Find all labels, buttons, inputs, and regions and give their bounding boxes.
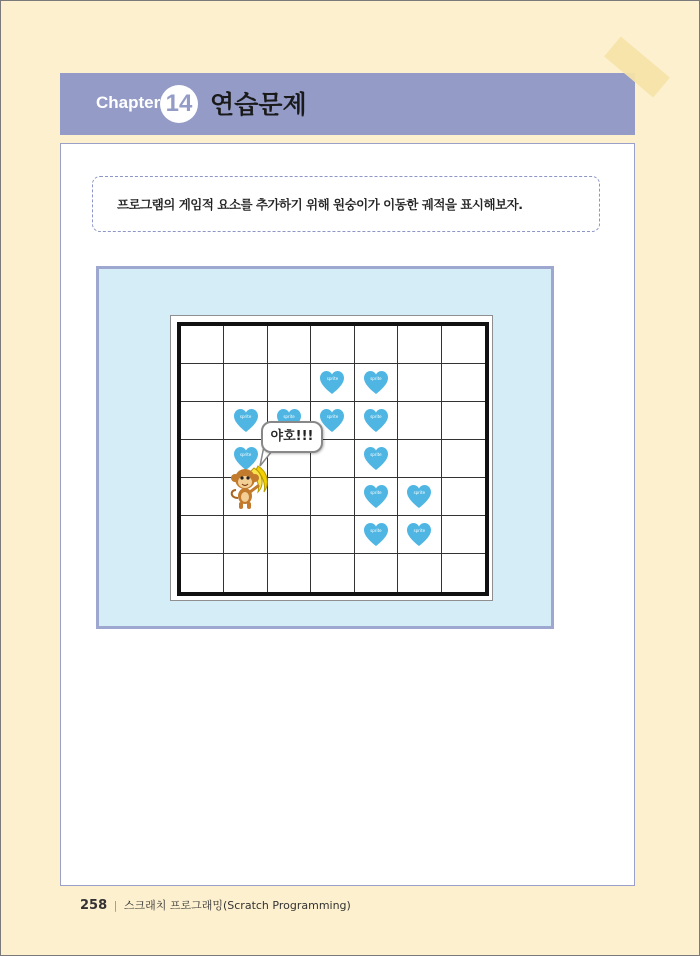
instruction-box <box>92 176 600 232</box>
heart-label: sprite <box>283 413 295 419</box>
grid-cell <box>355 554 398 592</box>
heart-label: sprite <box>370 413 382 419</box>
heart-label: sprite <box>239 451 252 457</box>
speech-bubble: 야호!!! <box>261 421 323 453</box>
grid-cell <box>311 554 354 592</box>
grid-cell <box>442 326 485 364</box>
grid-cell <box>268 478 311 516</box>
heart-icon <box>363 446 389 472</box>
grid-cell <box>181 516 224 554</box>
grid-cell <box>268 554 311 592</box>
grid-cell <box>355 402 398 440</box>
heart-icon <box>319 370 345 396</box>
grid-cell <box>398 440 441 478</box>
heart-icon <box>233 408 259 434</box>
page-title: 연습문제 <box>210 90 307 119</box>
heart-label: sprite <box>370 451 382 457</box>
grid-cell <box>311 364 354 402</box>
grid-cell <box>398 364 441 402</box>
grid-cell <box>181 326 224 364</box>
grid-cell <box>268 516 311 554</box>
grid-cell <box>181 364 224 402</box>
footer <box>80 897 351 913</box>
grid-cell <box>442 516 485 554</box>
grid-cell <box>442 402 485 440</box>
grid-cell <box>442 364 485 402</box>
heart-label: sprite <box>370 375 382 381</box>
grid-cell <box>224 326 267 364</box>
grid-cell <box>398 516 441 554</box>
heart-icon <box>406 522 432 548</box>
grid-cell <box>224 554 267 592</box>
grid-cell <box>224 364 267 402</box>
grid-cell <box>355 478 398 516</box>
grid-cell <box>311 326 354 364</box>
grid-frame <box>170 315 493 601</box>
book-title: 스크래치 프로그래밍(Scratch Programming) <box>123 899 351 912</box>
heart-icon <box>363 484 389 510</box>
grid-cell <box>355 440 398 478</box>
footer-separator: | <box>113 899 118 912</box>
grid-cell <box>181 478 224 516</box>
game-grid <box>177 322 489 596</box>
heart-label: sprite <box>370 489 382 495</box>
grid-cell <box>398 554 441 592</box>
heart-label: sprite <box>326 413 339 419</box>
heart-icon <box>363 408 389 434</box>
grid-cell <box>398 478 441 516</box>
grid-cell <box>355 326 398 364</box>
heart-label: sprite <box>239 413 252 419</box>
heart-label: sprite <box>413 489 426 495</box>
chapter-label: Chapter <box>96 93 161 112</box>
heart-icon <box>363 522 389 548</box>
grid-cell <box>311 516 354 554</box>
instruction-text: 프로그램의 게임적 요소를 추가하기 위해 원숭이가 이동한 궤적을 표시해보자. <box>117 197 523 212</box>
grid-cell <box>268 364 311 402</box>
monkey-sprite-icon <box>228 464 274 510</box>
grid-cell <box>398 326 441 364</box>
heart-icon <box>406 484 432 510</box>
grid-cell <box>355 364 398 402</box>
grid-cell <box>442 554 485 592</box>
page-number: 258 <box>80 898 108 913</box>
chapter-header <box>60 73 635 135</box>
grid-cell <box>181 440 224 478</box>
grid-cell <box>442 440 485 478</box>
grid-cell <box>355 516 398 554</box>
grid-cell <box>268 326 311 364</box>
grid-cell <box>442 478 485 516</box>
heart-icon <box>319 408 345 434</box>
grid-cell <box>224 516 267 554</box>
grid-cell <box>311 478 354 516</box>
grid-cell <box>181 402 224 440</box>
content-panel <box>60 143 635 886</box>
heart-label: sprite <box>370 527 382 533</box>
grid-cell <box>181 554 224 592</box>
heart-icon <box>363 370 389 396</box>
scratch-stage <box>96 266 554 629</box>
heart-label: sprite <box>413 527 426 533</box>
chapter-number-badge: 14 <box>160 85 198 123</box>
grid-cell <box>398 402 441 440</box>
heart-label: sprite <box>326 375 339 381</box>
